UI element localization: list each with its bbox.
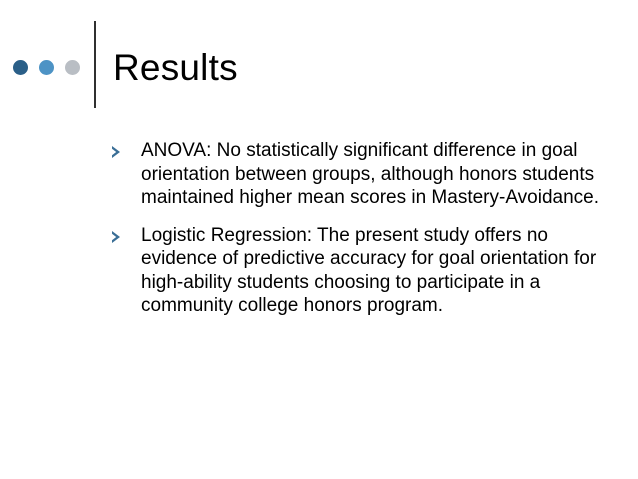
- chevron-right-icon: [111, 231, 121, 243]
- bullet-item: [111, 224, 601, 318]
- title-divider: [94, 21, 96, 108]
- dot-icon: [65, 60, 80, 75]
- bullet-text: Logistic Regression: The present study offers no evidence of predictive accuracy for goal orientation for high-ability students choosing to participate in a community college honors program.: [141, 224, 597, 316]
- bullet-item: [111, 139, 601, 210]
- dot-icon: [39, 60, 54, 75]
- decorative-dots: [13, 60, 83, 76]
- dot-icon: [13, 60, 28, 75]
- bullet-text: ANOVA: No statistically significant difference in goal orientation between groups, although honors students maintained higher mean scores in Mastery-Avoidance.: [141, 140, 599, 208]
- chevron-right-icon: [111, 146, 121, 158]
- slide-title: Results: [113, 47, 238, 88]
- bullet-list: [111, 139, 601, 332]
